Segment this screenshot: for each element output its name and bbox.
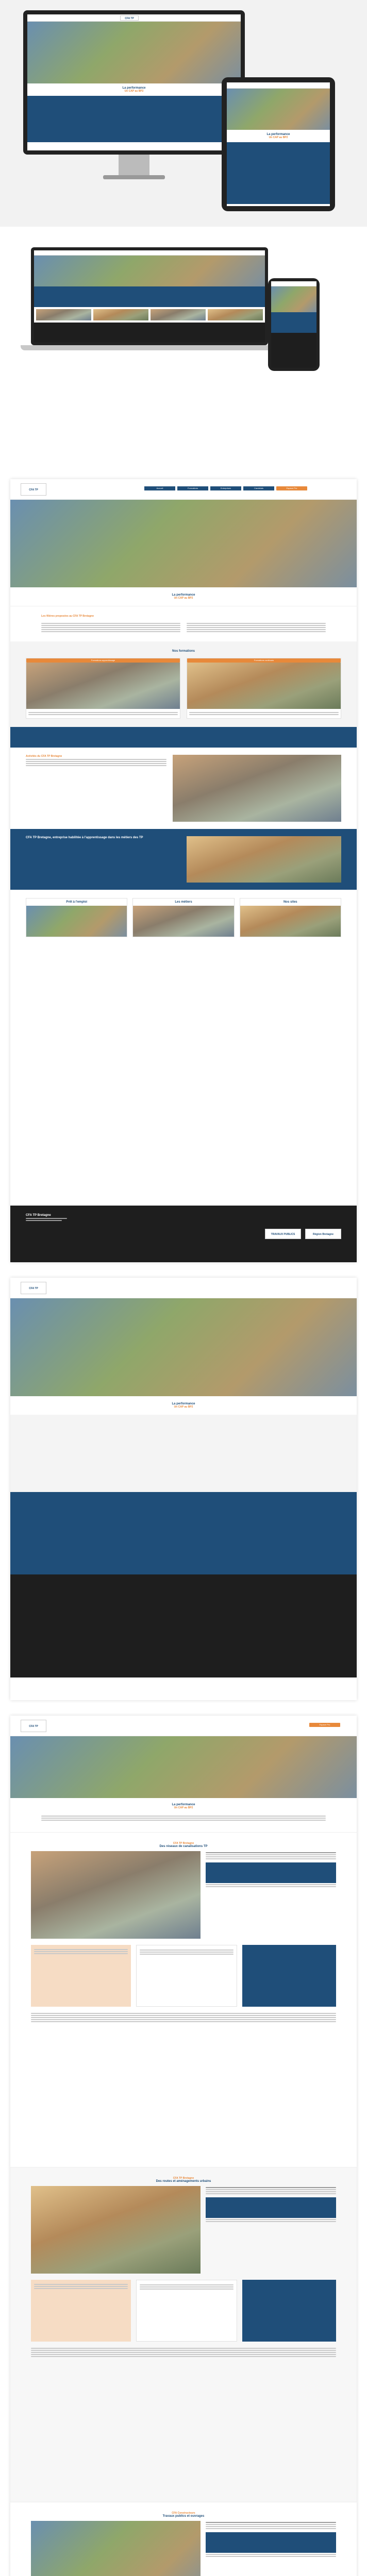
nav-item-formations[interactable]: Formations [177, 486, 208, 490]
hero-image [27, 22, 241, 83]
apprent-section [10, 829, 357, 890]
secondary-band [10, 1492, 357, 1574]
section-kicker: CFA TP Bretagne [173, 2177, 194, 2180]
section-info [206, 1851, 336, 1939]
section-navy-card [242, 2280, 336, 2342]
formations-subtitle: Un CAP au BP2 [174, 1806, 193, 1809]
secondary-logo[interactable] [21, 1282, 46, 1294]
tablet-screen [227, 82, 330, 206]
section-white-card [136, 1945, 237, 2007]
section-title: Des routes et aménagements urbains [156, 2180, 211, 2183]
nav-item-candidats[interactable]: Candidats [243, 486, 274, 490]
activity-heading: Activités du CFA TP Bretagne [26, 755, 62, 758]
formation-section [10, 1832, 357, 2167]
blocks-section [10, 890, 357, 945]
site-logo[interactable] [21, 483, 46, 496]
secondary-content [10, 1415, 357, 1492]
formations-section [10, 641, 357, 727]
home-hero-title: La performance [172, 594, 195, 597]
formations-heading: Nos formations [172, 650, 195, 653]
intro-section [10, 606, 357, 641]
page-secondary [10, 1278, 357, 1700]
section-image [31, 1851, 201, 1939]
formations-intro [10, 1816, 357, 1832]
section-orange-card [31, 1945, 131, 2007]
formations-hero [10, 1736, 357, 1798]
site-footer [10, 1206, 357, 1262]
tablet-title: La performance [266, 133, 290, 136]
partner-logo[interactable]: TRAVAUX PUBLICS [265, 1229, 301, 1239]
home-hero-subtitle: Un CAP au BP2 [174, 597, 193, 600]
formation-card[interactable] [187, 658, 341, 719]
navy-divider [10, 727, 357, 748]
monitor-frame [23, 10, 245, 155]
info-block[interactable] [240, 898, 341, 937]
phone-frame [268, 278, 320, 371]
mockup-showcase-2 [0, 227, 367, 376]
page-home [10, 479, 357, 1262]
secondary-tagline [10, 1396, 357, 1415]
tablet-hero [227, 89, 330, 130]
laptop-hero [34, 256, 265, 286]
tablet-frame [222, 77, 335, 211]
formation-sections [10, 1832, 357, 2576]
monitor-base [103, 175, 165, 179]
tablet-nav [227, 82, 330, 89]
home-hero-tagline [10, 587, 357, 606]
section-title: Travaux publics et ouvrages [162, 2515, 205, 2518]
secondary-hero [10, 1298, 357, 1396]
page-formations [10, 1716, 357, 2576]
main-nav [144, 486, 307, 490]
section-kicker: CFA Constructeurs [172, 2512, 195, 2515]
info-block-title: Prêt à l'emploi [66, 901, 88, 904]
activity-section [10, 748, 357, 829]
section-title: Des réseaux de canalisations TP [159, 1845, 208, 1848]
site-logo-text: CFA TP [29, 488, 38, 492]
formations-logo[interactable] [21, 1720, 46, 1732]
formation-card-title: Formations continues [187, 658, 341, 663]
formations-cta[interactable]: Espace Pro [309, 1723, 340, 1727]
secondary-logo-text: CFA TP [29, 1287, 38, 1290]
monitor-screen [27, 14, 241, 150]
monitor-stand [119, 155, 149, 175]
section-image [31, 2186, 201, 2274]
info-block[interactable] [132, 898, 234, 937]
section-white-card [136, 2280, 237, 2342]
laptop-base [21, 345, 278, 350]
activity-image [173, 755, 341, 822]
mockup-showcase-1 [0, 0, 367, 227]
laptop-cards [34, 307, 265, 323]
section-kicker: CFA TP Bretagne [173, 1842, 194, 1845]
secondary-title: La performance [172, 1402, 195, 1405]
formations-title: La performance [172, 1803, 195, 1806]
formation-section [10, 2167, 357, 2502]
laptop-band [34, 286, 265, 307]
info-block[interactable] [26, 898, 127, 937]
formation-section [10, 2502, 357, 2576]
screen-nav [27, 14, 241, 22]
laptop-content [34, 250, 265, 342]
info-block-title: Les métiers [175, 901, 192, 904]
logo-text: CFA TP [125, 17, 134, 20]
section-orange-card [31, 2280, 131, 2342]
apprent-image [187, 836, 341, 883]
section-info [206, 2186, 336, 2274]
formations-header [10, 1716, 357, 1736]
secondary-header [10, 1278, 357, 1298]
footer-address: CFA TP Bretagne [26, 1214, 51, 1217]
nav-item-entreprises[interactable]: Entreprises [210, 486, 241, 490]
hero-tagline [27, 83, 241, 96]
screen-band [27, 96, 241, 142]
formations-logo-text: CFA TP [29, 1725, 38, 1728]
tablet-tagline [227, 130, 330, 142]
section-image [31, 2521, 201, 2576]
phone-screen [271, 281, 316, 368]
apprent-heading: CFA TP Bretagne, entreprise habilitée à l'apprentissage dans les métiers des TP [26, 836, 143, 839]
secondary-footer [10, 1574, 357, 1677]
tablet-subtitle: Un CAP au BP2 [269, 136, 288, 139]
section-info [206, 2521, 336, 2576]
site-header [10, 479, 357, 500]
section-navy-card [242, 1945, 336, 2007]
logo[interactable] [120, 15, 139, 21]
hero-subtitle: Un CAP au BP2 [124, 90, 144, 93]
hero-title: La performance [122, 87, 146, 90]
laptop-screen [31, 247, 268, 345]
nav-item-accueil[interactable]: Accueil [144, 486, 175, 490]
laptop-footer [34, 323, 265, 342]
intro-heading: Les filières proposées au CFA TP Bretagne [41, 615, 94, 618]
info-block-title: Nos sites [283, 901, 297, 904]
laptop-nav [34, 250, 265, 256]
secondary-subtitle: Un CAP au BP2 [174, 1405, 193, 1409]
tablet-band [227, 142, 330, 204]
partner-logo[interactable]: Région Bretagne [305, 1229, 341, 1239]
formations-tagline [10, 1798, 357, 1815]
nav-cta[interactable]: Espace Pro [276, 486, 307, 490]
home-hero-image [10, 500, 357, 587]
formation-card[interactable] [26, 658, 180, 719]
formation-card-title: Formations apprentissage [26, 658, 180, 663]
